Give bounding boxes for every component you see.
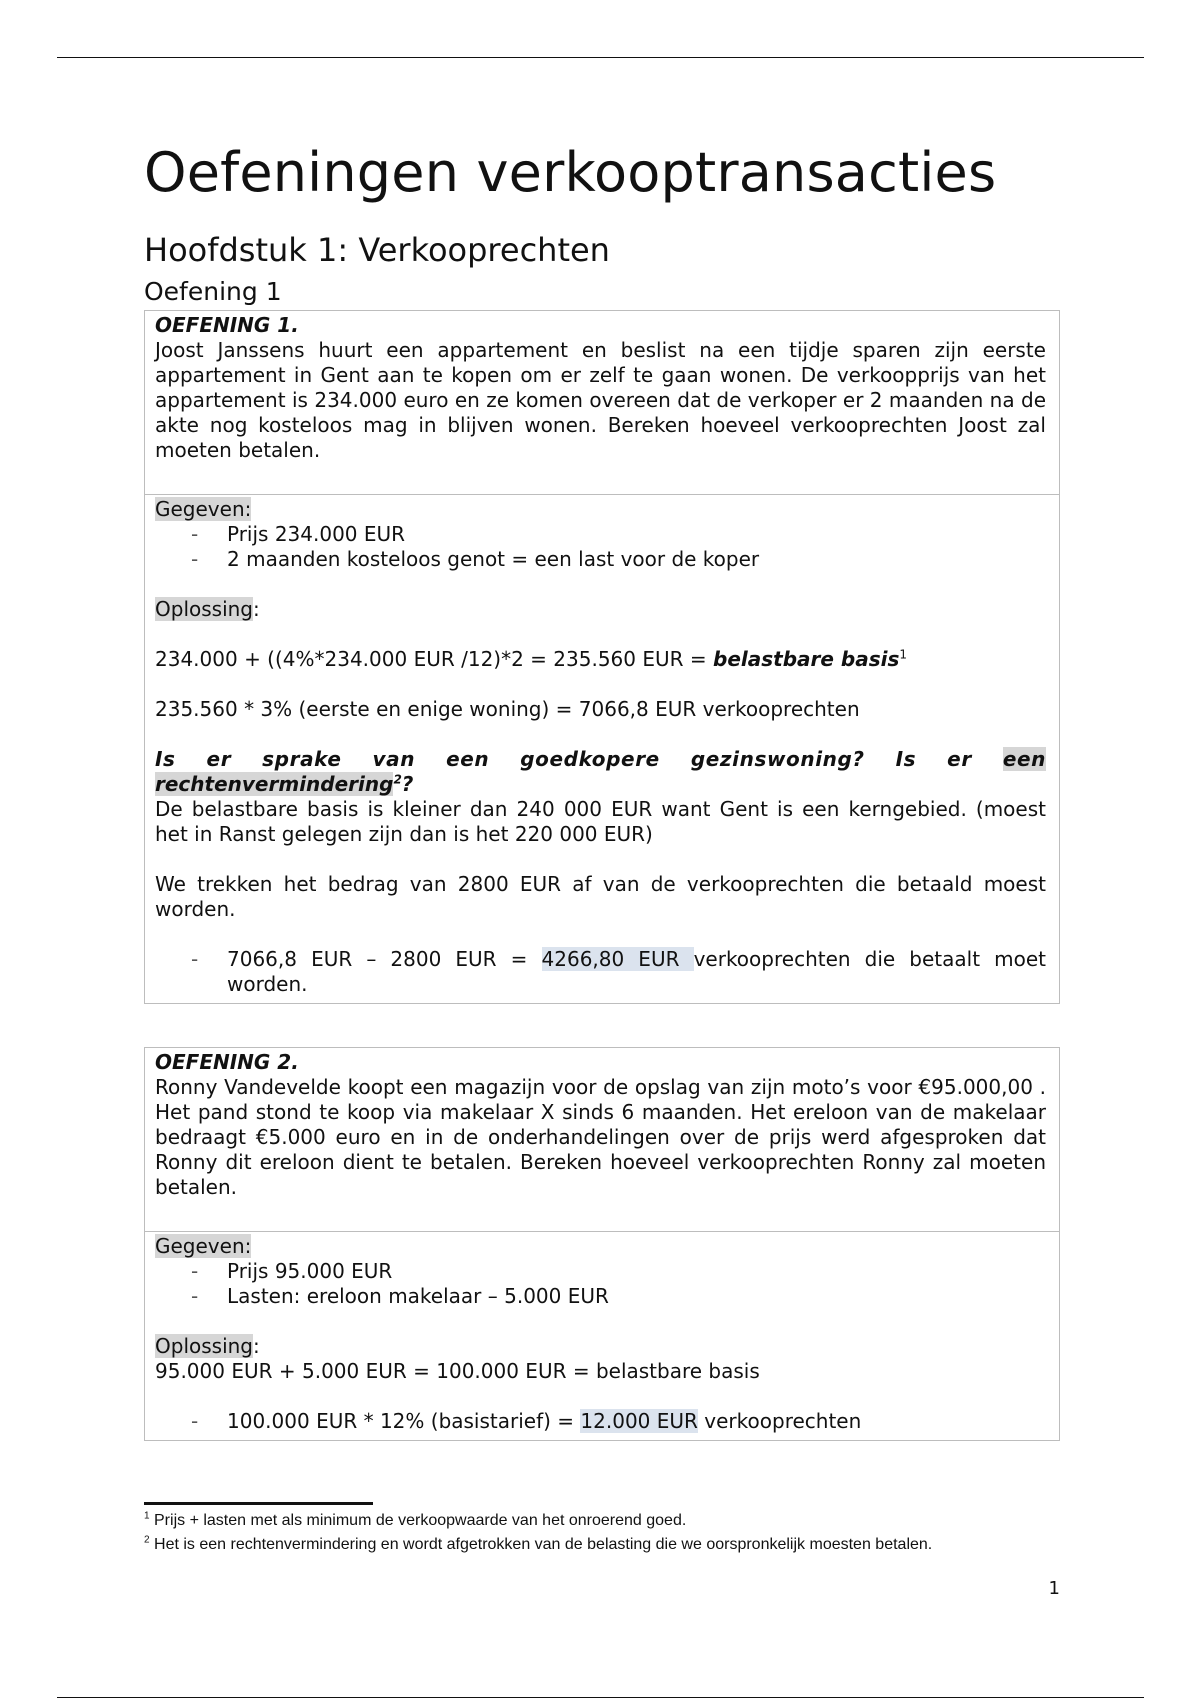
list-item: - Lasten: ereloon makelaar – 5.000 EUR	[191, 1284, 609, 1308]
list-item: - Prijs 95.000 EUR	[191, 1259, 393, 1283]
footer-rule	[57, 1697, 1144, 1698]
given-label: Gegeven:	[155, 1234, 252, 1258]
exercise-1-box	[144, 310, 1060, 1004]
footnote: $^1$ Prijs + lasten met als minimum de verkoopwaarde van het onroerend goed.	[144, 1510, 687, 1529]
given-label: Gegeven:	[155, 497, 252, 521]
calculation-line: 234.000 + ((4%*234.000 EUR /12)*2 = 235.560 EUR = belastbare basis$^1$	[155, 647, 908, 671]
exercise-2-solution: Gegeven: - Prijs 95.000 EUR - Lasten: ereloon makelaar – 5.000 EUR Oplossing: 95.000 EUR + 5.000 EUR = 100.000 EUR = belastbare basis - 100.000 EUR * 12% (basistarief) = 12.000 EUR verkooprechten	[145, 1231, 1059, 1440]
bullet-icon: -	[191, 947, 199, 971]
list-item: - Prijs 234.000 EUR	[191, 522, 406, 546]
exercise-1-description: Joost Janssens huurt een appartement en beslist na een tijdje sparen zijn eerste appartement in Gent aan te kopen om er zelf te gaan wonen. De verkoopprijs van het appartement is 234.000 euro en ze komen overeen dat de verkoper er 2 maanden na de akte nog kosteloos mag in blijven wonen. Bereken hoeveel verkooprechten Joost zal moeten betalen.	[155, 338, 1046, 462]
solution-label: Oplossing	[155, 1334, 253, 1358]
list-item: - 2 maanden kosteloos genot = een last voor de koper	[191, 547, 760, 571]
bullet-icon: -	[191, 1259, 199, 1283]
answer-paragraph: We trekken het bedrag van 2800 EUR af van de verkooprechten die betaald moest worden.	[155, 872, 1046, 921]
document-title: Oefeningen verkooptransacties	[144, 141, 997, 204]
bullet-icon: -	[191, 547, 199, 571]
exercise-2-box	[144, 1047, 1060, 1441]
bullet-icon: -	[191, 522, 199, 546]
footnote-ref: 1	[899, 647, 908, 662]
chapter-heading: Hoofdstuk 1: Verkooprechten	[144, 231, 610, 269]
header-rule	[57, 57, 1144, 58]
footnote-separator	[144, 1502, 373, 1505]
document-body	[144, 138, 1060, 1441]
exercise-1-statement	[145, 311, 1059, 494]
list-item: - 100.000 EUR * 12% (basistarief) = 12.000 EUR verkooprechten	[191, 1409, 862, 1433]
answer-paragraph: De belastbare basis is kleiner dan 240 000 EUR want Gent is een kerngebied. (moest het in Ranst gelegen zijn dan is het 220 000 EUR)	[155, 797, 1046, 846]
exercise-2-title: OEFENING 2.	[155, 1050, 299, 1074]
question-line-continued: rechtenvermindering$^2$?	[155, 772, 414, 796]
bullet-icon: -	[191, 1409, 199, 1433]
exercise-2-statement	[145, 1048, 1059, 1231]
calculation-line: 95.000 EUR + 5.000 EUR = 100.000 EUR = belastbare basis	[155, 1359, 760, 1383]
exercise-1-solution: Gegeven: - Prijs 234.000 EUR - 2 maanden kosteloos genot = een last voor de koper Oplossing: 234.000 + ((4%*234.000 EUR /12)*2 = 235.560 EUR = belastbare basis$^1$ 235.560 * 3% (eerste en enige woning) = 7066,8 EUR verkooprechten Is er sprake van een goedkopere gezinswoning? Is er een rechtenvermindering$^2$? De belastbare basis is kleiner dan 240 000 EUR want Gent is een kerngebied. (moest het in Ranst gelegen zijn dan is het 220 000 EUR) We trekken het bedrag van 2800 EUR af van de verkooprechten die betaald moest worden. - 7066,8 EUR – 2800 EUR = 4266,80 EUR verkooprechten die betaalt moet worden.	[145, 494, 1059, 1003]
exercise-1-title: OEFENING 1.	[155, 313, 299, 337]
result-highlight: 12.000 EUR	[580, 1409, 698, 1433]
result-list	[155, 1409, 1046, 1434]
exercise-2-description: Ronny Vandevelde koopt een magazijn voor de opslag van zijn moto’s voor €95.000,00 . Het pand stond te koop via makelaar X sinds 6 maanden. Het ereloon van de makelaar bedraagt €5.000 euro en in de onderhandelingen over de prijs werd afgesproken dat Ronny dit ereloon dient te betalen. Bereken hoeveel verkooprechten Ronny zal moeten betalen.	[155, 1075, 1046, 1199]
question-line: Is er sprake van een goedkopere gezinswoning? Is er een	[155, 747, 1046, 771]
footnotes	[144, 1502, 1064, 1557]
page-number: 1	[1048, 1578, 1060, 1599]
calculation-line: 235.560 * 3% (eerste en enige woning) = 7066,8 EUR verkooprechten	[155, 697, 860, 721]
given-list	[155, 522, 1046, 572]
footnote: $^2$ Het is een rechtenvermindering en wordt afgetrokken van de belasting die we oorspronkelijk moesten betalen.	[144, 1534, 933, 1553]
result-list	[155, 947, 1046, 997]
given-list	[155, 1259, 1046, 1309]
bullet-icon: -	[191, 1284, 199, 1308]
footnote-ref: 2	[393, 772, 402, 787]
result-highlight: 4266,80 EUR	[541, 947, 694, 971]
solution-label: Oplossing	[155, 597, 253, 621]
exercise-heading: Oefening 1	[144, 277, 282, 306]
list-item: - 7066,8 EUR – 2800 EUR = 4266,80 EUR verkooprechten die betaalt moet worden.	[191, 947, 1047, 996]
